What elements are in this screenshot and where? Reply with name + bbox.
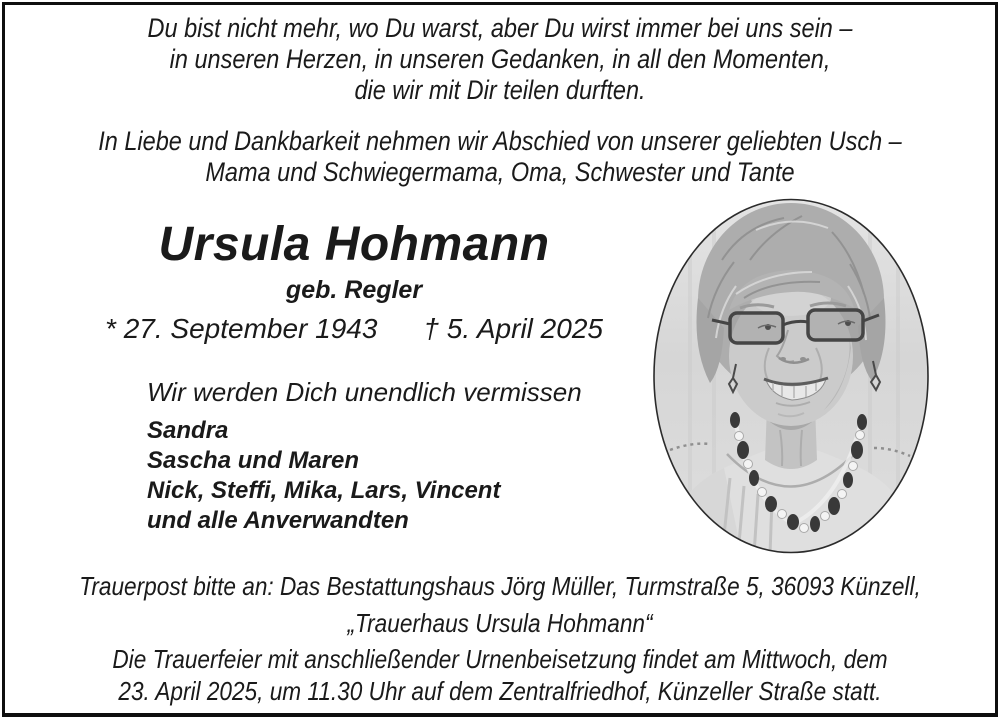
family-names [147, 416, 500, 536]
birth-date: * 27. September 1943 [105, 313, 378, 344]
maiden-name: geb. Regler [285, 276, 423, 304]
life-dates [48, 314, 660, 344]
contact-line: „Trauerhaus Ursula Hohmann“ [347, 608, 653, 638]
ceremony-line: 23. April 2025, um 11.30 Uhr auf dem Zentralfriedhof, Künzeller Straße statt. [118, 676, 882, 706]
farewell-line: Mama und Schwiegermama, Oma, Schwester und Tante [205, 157, 795, 187]
verse-line: die wir mit Dir teilen durften. [354, 75, 646, 105]
opening-verse [0, 13, 1000, 106]
deceased-name: Ursula Hohmann [158, 218, 550, 271]
verse-line: Du bist nicht mehr, wo Du warst, aber Du wirst immer bei uns sein – [147, 13, 853, 43]
family-line: Sascha und Maren [147, 447, 360, 474]
family-line: Sandra [147, 417, 229, 444]
ceremony-info [0, 643, 1000, 707]
ceremony-line: Die Trauerfeier mit anschließender Urnenbeisetzung findet am Mittwoch, dem [112, 644, 888, 674]
verse-line: in unseren Herzen, in unseren Gedanken, in all den Momenten, [169, 44, 831, 74]
portrait-photo-graphic [652, 198, 930, 555]
farewell-line: In Liebe und Dankbarkeit nehmen wir Abschied von unserer geliebten Usch – [98, 126, 902, 156]
death-date: † 5. April 2025 [423, 313, 603, 344]
contact-address [0, 568, 1000, 642]
contact-line: Trauerpost bitte an: Das Bestattungshaus Jörg Müller, Turmstraße 5, 36093 Künzell, [79, 571, 921, 601]
deceased-portrait [652, 198, 930, 555]
family-line: und alle Anverwandten [147, 507, 409, 534]
family-line: Nick, Steffi, Mika, Lars, Vincent [147, 477, 501, 504]
farewell-paragraph [0, 126, 1000, 188]
mourning-intro: Wir werden Dich unendlich vermissen [147, 377, 582, 407]
